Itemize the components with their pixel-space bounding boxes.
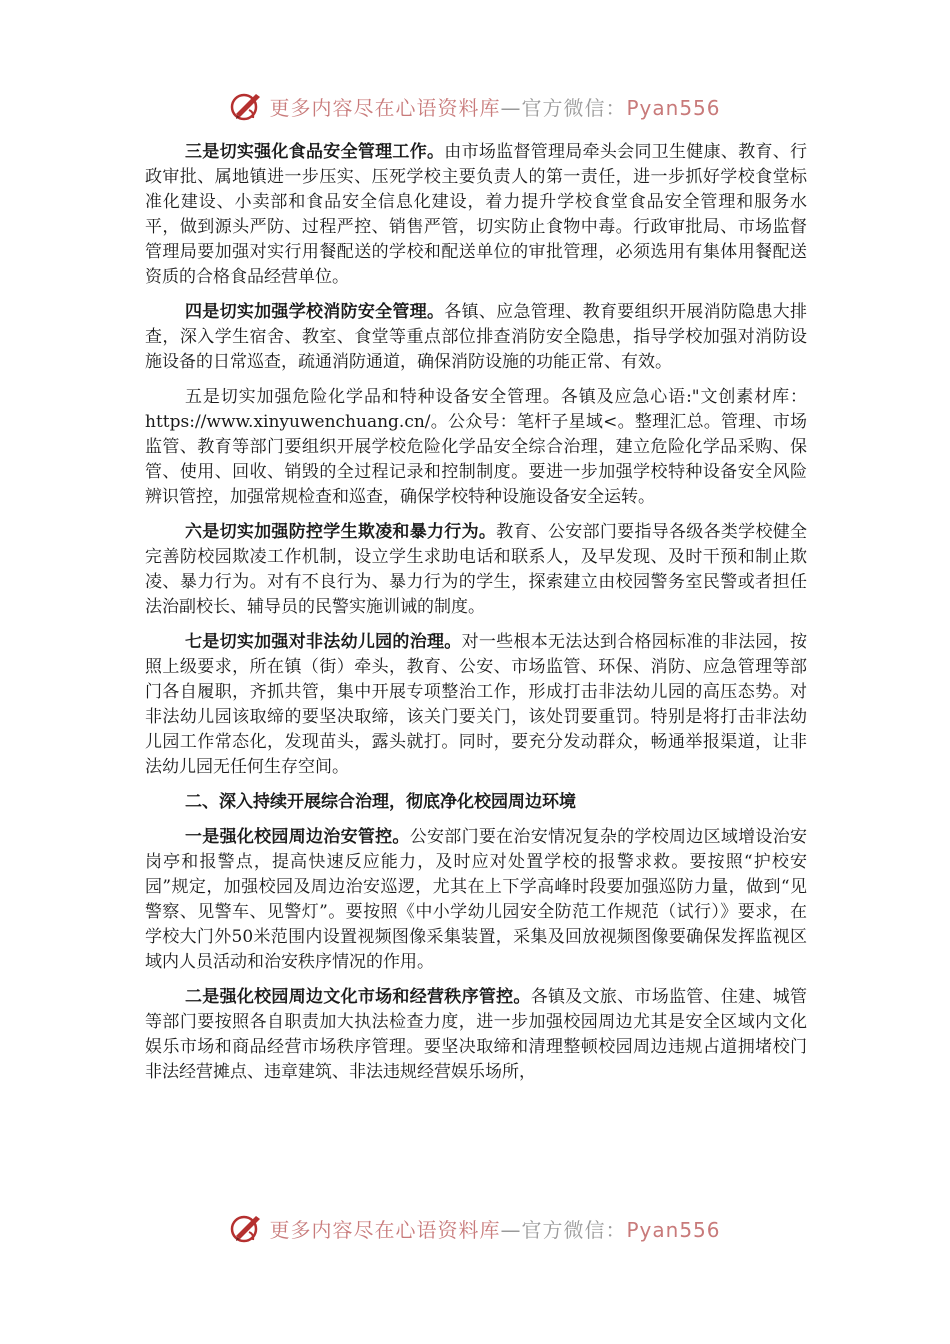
- banner-main-text: 更多内容尽在心语资料库: [269, 1217, 501, 1242]
- banner-wechat-id: Pyan556: [626, 1217, 721, 1242]
- banner-wechat-id: Pyan556: [626, 95, 721, 120]
- section-heading: 二、深入持续开展综合治理，彻底净化校园周边环境: [185, 792, 576, 812]
- footer-banner: [0, 1206, 950, 1250]
- banner-sub-text: 官方微信：: [521, 95, 627, 120]
- paragraph: [145, 520, 807, 620]
- paragraph-lead: 二是强化校园周边文化市场和经营秩序管控。: [185, 987, 531, 1007]
- paragraph-lead: 三是切实强化食品安全管理工作。: [185, 142, 445, 162]
- paragraph-body: 教育、公安部门要指导各级各类学校健全完善防校园欺凌工作机制，设立学生求助电话和联系人，及早发现、及时干预和制止欺凌、暴力行为。对有不良行为、暴力行为的学生，探索建立由校园警务室民警或者担任法治副校长、辅导员的民警实施训诫的制度。: [145, 522, 808, 617]
- paragraph-body: 五是切实加强危险化学品和特种设备安全管理。各镇及应急心语:"文创素材库：https://www.xinyuwenchuang.cn/。公众号：笔杆子星域<。整理汇总。管理、市场监管、教育等部门要组织开展学校危险化学品安全综合治理，建立危险化学品采购、保管、使用、回收、销毁的全过程记录和控制制度。要进一步加强学校特种设备安全风险辨识管控，加强常规检查和巡查，确保学校特种设施设备安全运转。: [145, 387, 807, 507]
- banner-main-text: 更多内容尽在心语资料库: [269, 95, 501, 120]
- paragraph: [145, 825, 807, 975]
- paragraph-body: 各镇、应急管理、教育要组织开展消防隐患大排查，深入学生宿舍、教室、食堂等重点部位排查消防安全隐患，指导学校加强对消防设施设备的日常巡查，疏通消防通道，确保消防设施的功能正常、有效。: [145, 302, 808, 372]
- paragraph: [145, 300, 807, 375]
- header-banner: [0, 84, 950, 128]
- document-body: [145, 140, 807, 1095]
- paragraph-body: 公安部门要在治安情况复杂的学校周边区域增设治安岗亭和报警点，提高快速反应能力，及时应对处置学校的报警求救。要按照“护校安园”规定，加强校园及周边治安巡逻，尤其在上下学高峰时段要加强巡防力量，做到“见警察、见警车、见警灯”。要按照《中小学幼儿园安全防范工作规范（试行）》要求，在学校大门外50米范围内设置视频图像采集装置，采集及回放视频图像要确保发挥监视区域内人员活动和治安秩序情况的作用。: [145, 827, 808, 972]
- banner-dash: —: [500, 95, 522, 120]
- banner-text: [269, 92, 720, 121]
- paragraph-lead: 四是切实加强学校消防安全管理。: [185, 302, 445, 322]
- paragraph-lead: 六是切实加强防控学生欺凌和暴力行为。: [185, 522, 497, 542]
- paragraph-lead: 一是强化校园周边治安管控。: [185, 827, 410, 847]
- banner-dash: —: [500, 1217, 522, 1242]
- paragraph-lead: 七是切实加强对非法幼儿园的治理。: [185, 632, 462, 652]
- paragraph: [145, 630, 807, 780]
- paragraph: [145, 385, 807, 510]
- banner-text: [269, 1214, 720, 1243]
- paragraph-body: 对一些根本无法达到合格园标准的非法园，按照上级要求，所在镇（街）牵头，教育、公安、市场监管、环保、消防、应急管理等部门各自履职，齐抓共管，集中开展专项整治工作，形成打击非法幼儿园的高压态势。对非法幼儿园该取缔的要坚决取缔，该关门要关门，该处罚要重罚。特别是将打击非法幼儿园工作常态化，发现苗头，露头就打。同时，要充分发动群众，畅通举报渠道，让非法幼儿园无任何生存空间。: [145, 632, 808, 777]
- paragraph: [145, 140, 807, 290]
- paragraph-body: 各镇及文旅、市场监管、住建、城管等部门要按照各自职责加大执法检查力度，进一步加强校园周边尤其是安全区域内文化娱乐市场和商品经营市场秩序管理。要坚决取缔和清理整顿校园周边违规占道拥堵校门非法经营摊点、违章建筑、非法违规经营娱乐场所，: [145, 987, 808, 1082]
- banner-sub-text: 官方微信：: [521, 1217, 627, 1242]
- pen-logo-icon: [229, 1210, 265, 1246]
- paragraph: [145, 985, 807, 1085]
- pen-logo-icon: [229, 88, 265, 124]
- paragraph-body: 由市场监督管理局牵头会同卫生健康、教育、行政审批、属地镇进一步压实、压死学校主要负责人的第一责任，进一步抓好学校食堂标准化建设、小卖部和食品安全信息化建设，着力提升学校食堂食品安全管理和服务水平，做到源头严防、过程严控、销售严管，切实防止食物中毒。行政审批局、市场监督管理局要加强对实行用餐配送的学校和配送单位的审批管理，必须选用有集体用餐配送资质的合格食品经营单位。: [145, 142, 808, 287]
